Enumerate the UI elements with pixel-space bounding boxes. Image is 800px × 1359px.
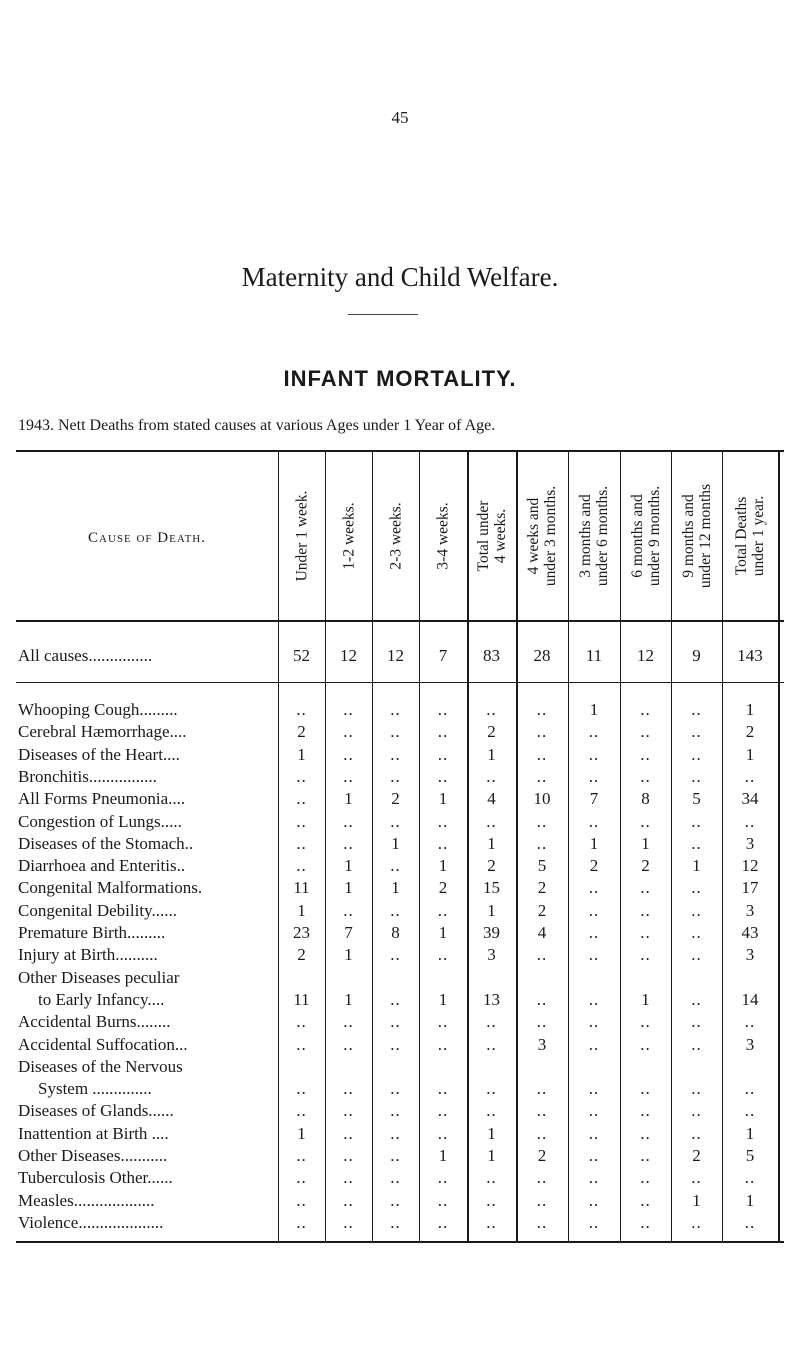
table-cell: .. [390,900,401,920]
row-label: Congenital Malformations. [18,878,203,898]
title-divider [348,314,418,315]
table-cell: .. [744,1168,756,1188]
table-cell: 2 [692,1146,701,1165]
table-cell: .. [437,722,449,742]
table-cell: 3 [745,1034,755,1054]
table-cell: .. [640,1190,651,1210]
table-cell: .. [536,700,548,719]
table-cell: 1 [692,856,701,876]
row-label: All Forms Pneumonia.... [18,789,186,809]
table-cell: .. [390,1123,401,1143]
table-cell: 8 [641,789,650,809]
table-cell: .. [536,989,548,1009]
row-label: Accidental Burns........ [18,1012,171,1032]
table-cell: .. [640,811,651,831]
column-header: Under 1 week. [293,490,310,582]
table-cell: 5 [692,789,701,809]
table-cell: 43 [741,923,759,942]
row-label: Diseases of the Heart.... [18,744,180,764]
table-cell: .. [744,1079,756,1099]
all-causes-value: 7 [438,646,448,665]
table-cell: 23 [293,923,310,942]
column-rule [778,450,780,1241]
all-causes-rule [16,682,784,683]
table-cell: .. [588,923,600,942]
table-cell: .. [640,722,651,742]
table-cell: 2 [641,856,650,876]
table-cell: .. [343,811,354,831]
column-header: 3 months and under 6 months. [577,485,611,587]
table-cell: .. [296,1212,307,1232]
table-cell: .. [691,700,702,719]
table-cell: .. [390,989,401,1009]
table-cell: .. [640,744,651,764]
table-cell: .. [588,1168,600,1188]
table-cell: .. [437,900,449,920]
table-cell: 14 [741,989,759,1009]
header-bottom-rule [16,620,784,622]
table-cell: 3 [745,833,755,853]
table-cell: .. [343,1146,354,1165]
table-cell: .. [486,1101,497,1121]
table-cell: .. [390,1146,401,1165]
table-cell: .. [296,700,307,719]
table-cell: .. [390,856,401,876]
table-cell: 1 [438,1146,448,1165]
table-cell: .. [437,700,449,719]
all-causes-value: 143 [737,646,763,665]
table-cell: .. [390,1101,401,1121]
table-cell: .. [437,945,449,965]
table-cell: 1 [438,789,448,809]
row-label: Whooping Cough......... [18,700,178,719]
table-cell: .. [437,744,449,764]
column-header: Total Deaths under 1 year. [733,495,767,577]
table-cell: 1 [297,900,306,920]
table-cell: .. [691,1012,702,1032]
table-cell: 1 [692,1190,701,1210]
table-cell: 1 [344,878,353,898]
table-cell: .. [343,1168,354,1188]
table-cell: 1 [589,700,599,719]
table-cell: 8 [391,923,400,942]
table-cell: 2 [297,722,306,742]
table-cell: 1 [438,923,448,942]
table-cell: 12 [741,856,759,876]
column-header: 9 months and under 12 months [679,483,714,589]
table-cell: .. [486,766,497,786]
table-cell: 2 [487,856,496,876]
table-cell: .. [640,1101,651,1121]
table-caption: 1943. Nett Deaths from stated causes at various Ages under 1 Year of Age. [18,417,496,434]
table-cell: .. [640,1079,651,1099]
all-causes-value: 9 [692,646,701,665]
table-cell: 15 [483,878,500,898]
table-cell: .. [640,1146,651,1165]
table-cell: .. [691,1123,702,1143]
table-cell: .. [343,1190,354,1210]
table-cell: .. [390,945,401,965]
table-cell: .. [390,811,401,831]
table-cell: .. [588,1101,600,1121]
table-cell: .. [486,811,497,831]
table-cell: .. [640,1012,651,1032]
table-cell: .. [640,1212,651,1232]
table-cell: 1 [297,1123,306,1143]
row-label: Accidental Suffocation... [18,1034,188,1054]
table-cell: .. [691,811,702,831]
infant-mortality-table [16,450,784,1326]
table-cell: .. [691,945,702,965]
table-cell: .. [536,945,548,965]
table-cell: 1 [641,833,650,853]
table-cell: .. [691,989,702,1009]
table-cell: 2 [745,722,755,742]
column-header: 4 weeks and under 3 months. [525,485,559,587]
column-header: 1-2 weeks. [340,502,357,570]
table-cell: 1 [344,989,353,1009]
column-header: Total under 4 weeks. [474,500,509,572]
row-label: System .............. [38,1079,152,1099]
table-cell: .. [390,744,401,764]
table-cell: 1 [487,833,496,853]
table-cell: .. [343,833,354,853]
table-cell: 13 [483,989,500,1009]
table-cell: .. [691,766,702,786]
table-cell: .. [640,700,651,719]
table-cell: 2 [589,856,599,876]
table-cell: .. [691,900,702,920]
table-cell: .. [588,1190,600,1210]
table-cell: .. [296,1034,307,1054]
table-cell: .. [691,923,702,942]
all-causes-value: 11 [585,646,603,665]
row-label: Diseases of the Nervous [18,1056,183,1076]
table-cell: 1 [438,989,448,1009]
table-cell: .. [691,1212,702,1232]
cause-of-death-header: Cause of Death. [88,530,206,546]
table-cell: 4 [487,789,496,809]
table-cell: .. [640,923,651,942]
table-cell: .. [536,1212,548,1232]
table-cell: .. [486,1079,497,1099]
column-header: 2-3 weeks. [387,502,404,570]
table-cell: .. [437,766,449,786]
table-cell: 1 [745,1123,755,1143]
table-cell: .. [691,878,702,898]
table-cell: .. [390,1034,401,1054]
table-cell: .. [296,1101,307,1121]
table-cell: 11 [293,989,310,1009]
table-cell: .. [343,766,354,786]
table-cell: .. [744,766,756,786]
table-cell: .. [691,744,702,764]
table-cell: 1 [487,900,496,920]
table-cell: 1 [344,856,353,876]
row-label: Bronchitis................ [18,766,157,786]
table-cell: 1 [745,744,755,764]
table-cell: .. [296,833,307,853]
table-cell: 7 [589,789,599,809]
all-causes-value: 83 [483,646,500,665]
table-cell: .. [536,1012,548,1032]
table-cell: 5 [745,1146,755,1165]
table-cell: 4 [537,923,547,942]
table-cell: .. [588,945,600,965]
table-cell: 2 [537,900,547,920]
all-causes-value: 52 [293,646,310,665]
page-number: 45 [391,108,409,127]
table-cell: .. [390,1212,401,1232]
table-cell: 3 [487,945,496,965]
table-cell: .. [536,811,548,831]
table-cell: .. [588,1212,600,1232]
all-causes-label: All causes............... [18,646,153,665]
table-cell: .. [296,1190,307,1210]
table-cell: 17 [741,878,759,898]
table-cell: .. [296,1146,307,1165]
table-cell: 11 [293,878,310,898]
row-label: Cerebral Hæmorrhage.... [18,722,187,742]
table-cell: 1 [487,1123,496,1143]
table-cell: .. [640,1168,651,1188]
row-label: Diseases of the Stomach.. [18,833,194,853]
table-cell: .. [588,722,600,742]
table-cell: .. [640,1123,651,1143]
table-cell: .. [437,1079,449,1099]
table-cell: .. [390,766,401,786]
table-cell: .. [588,1146,600,1165]
table-cell: .. [536,1101,548,1121]
table-cell: .. [486,1168,497,1188]
table-cell: 3 [745,900,755,920]
table-cell: .. [691,833,702,853]
table-cell: .. [437,1034,449,1054]
table-cell: .. [691,1034,702,1054]
table-cell: 1 [745,700,755,719]
table-cell: 10 [533,789,551,809]
table-cell: .. [343,1212,354,1232]
table-cell: .. [536,744,548,764]
table-cell: 1 [487,744,496,764]
section-title: INFANT MORTALITY. [283,366,517,391]
table-cell: .. [744,811,756,831]
table-cell: .. [437,811,449,831]
table-cell: .. [536,766,548,786]
table-cell: .. [588,744,600,764]
table-cell: .. [691,722,702,742]
table-cell: .. [486,700,497,719]
column-header: 3-4 weeks. [434,502,452,570]
table-cell: .. [437,1101,449,1121]
table-cell: .. [588,811,600,831]
table-cell: .. [691,1101,702,1121]
table-cell: .. [296,856,307,876]
table-bottom-rule [16,1241,784,1243]
table-cell: .. [390,1190,401,1210]
table-cell: .. [296,811,307,831]
table-cell: .. [486,1190,497,1210]
table-cell: 2 [391,789,400,809]
all-causes-value: 28 [533,646,551,665]
table-cell: 1 [589,833,599,853]
table-cell: .. [588,989,600,1009]
table-cell: .. [437,1168,449,1188]
table-cell: .. [744,1012,756,1032]
table-cell: .. [343,1034,354,1054]
table-cell: 1 [438,856,448,876]
table-cell: .. [640,878,651,898]
all-causes-value: 12 [637,646,654,665]
row-label: Violence.................... [18,1212,164,1232]
table-cell: .. [536,1168,548,1188]
table-cell: 1 [344,945,353,965]
row-label: Inattention at Birth .... [18,1123,169,1143]
table-cell: .. [588,766,600,786]
table-cell: .. [588,878,600,898]
table-cell: .. [343,1012,354,1032]
table-cell: 1 [641,989,650,1009]
column-header: 6 months and under 9 months. [628,485,663,587]
table-cell: .. [588,1079,600,1099]
table-cell: .. [296,1168,307,1188]
table-cell: .. [437,1012,449,1032]
table-cell: .. [486,1212,497,1232]
table-cell: .. [390,1079,401,1099]
table-cell: 39 [483,923,500,942]
table-cell: 1 [391,833,400,853]
table-cell: 1 [297,744,306,764]
table-cell: .. [296,1012,307,1032]
table-cell: .. [343,900,354,920]
table-cell: 2 [297,945,306,965]
table-cell: .. [296,1079,307,1099]
table-cell: .. [640,900,651,920]
row-label: to Early Infancy.... [38,989,165,1009]
table-cell: .. [588,1012,600,1032]
row-label: Congenital Debility...... [18,900,177,920]
table-cell: 1 [391,878,400,898]
table-cell: 1 [745,1190,755,1210]
table-cell: .. [486,1012,497,1032]
table-cell: .. [343,700,354,719]
table-cell: .. [536,1123,548,1143]
table-cell: .. [640,945,651,965]
table-cell: .. [437,1212,449,1232]
table-cell: 5 [537,856,547,876]
row-label: Other Diseases........... [18,1146,168,1165]
all-causes-value: 12 [387,646,404,665]
table-cell: .. [640,1034,651,1054]
table-cell: 2 [487,722,496,742]
table-cell: .. [744,1101,756,1121]
table-cell: .. [640,766,651,786]
table-cell: .. [437,833,449,853]
table-cell: 3 [537,1034,547,1054]
table-cell: 34 [741,789,759,809]
table-cell: .. [536,833,548,853]
row-label: Diseases of Glands...... [18,1101,174,1121]
table-cell: .. [437,1123,449,1143]
table-cell: .. [296,766,307,786]
row-label: Diarrhoea and Enteritis.. [18,856,186,876]
row-label: Other Diseases peculiar [18,967,180,987]
row-label: Congestion of Lungs..... [18,811,182,831]
row-label: Premature Birth......... [18,923,166,942]
table-cell: .. [588,1034,600,1054]
table-cell: .. [390,722,401,742]
table-cell: 2 [537,1146,547,1165]
table-cell: .. [390,1168,401,1188]
table-cell: .. [536,1079,548,1099]
table-cell: .. [390,700,401,719]
table-cell: .. [744,1212,756,1232]
table-cell: 1 [487,1146,496,1165]
table-cell: .. [588,900,600,920]
table-cell: 1 [344,789,353,809]
table-cell: 2 [537,878,547,898]
table-cell: .. [437,1190,449,1210]
table-cell: .. [343,744,354,764]
all-causes-value: 12 [340,646,357,665]
table-cell: .. [691,1079,702,1099]
table-cell: .. [343,1123,354,1143]
table-top-rule [16,450,784,452]
row-label: Tuberculosis Other...... [18,1168,173,1188]
table-cell: 3 [745,945,755,965]
row-label: Injury at Birth.......... [18,945,158,965]
table-cell: .. [343,722,354,742]
table-cell: .. [343,1079,354,1099]
table-cell: .. [536,1190,548,1210]
table-cell: 2 [438,878,448,898]
table-cell: 7 [344,923,353,942]
row-label: Measles................... [18,1190,155,1210]
table-cell: .. [486,1034,497,1054]
table-cell: .. [390,1012,401,1032]
page-title: Maternity and Child Welfare. [241,262,559,292]
table-cell: .. [536,722,548,742]
table-cell: .. [296,789,307,809]
table-cell: .. [691,1168,702,1188]
table-cell: .. [343,1101,354,1121]
table-cell: .. [588,1123,600,1143]
